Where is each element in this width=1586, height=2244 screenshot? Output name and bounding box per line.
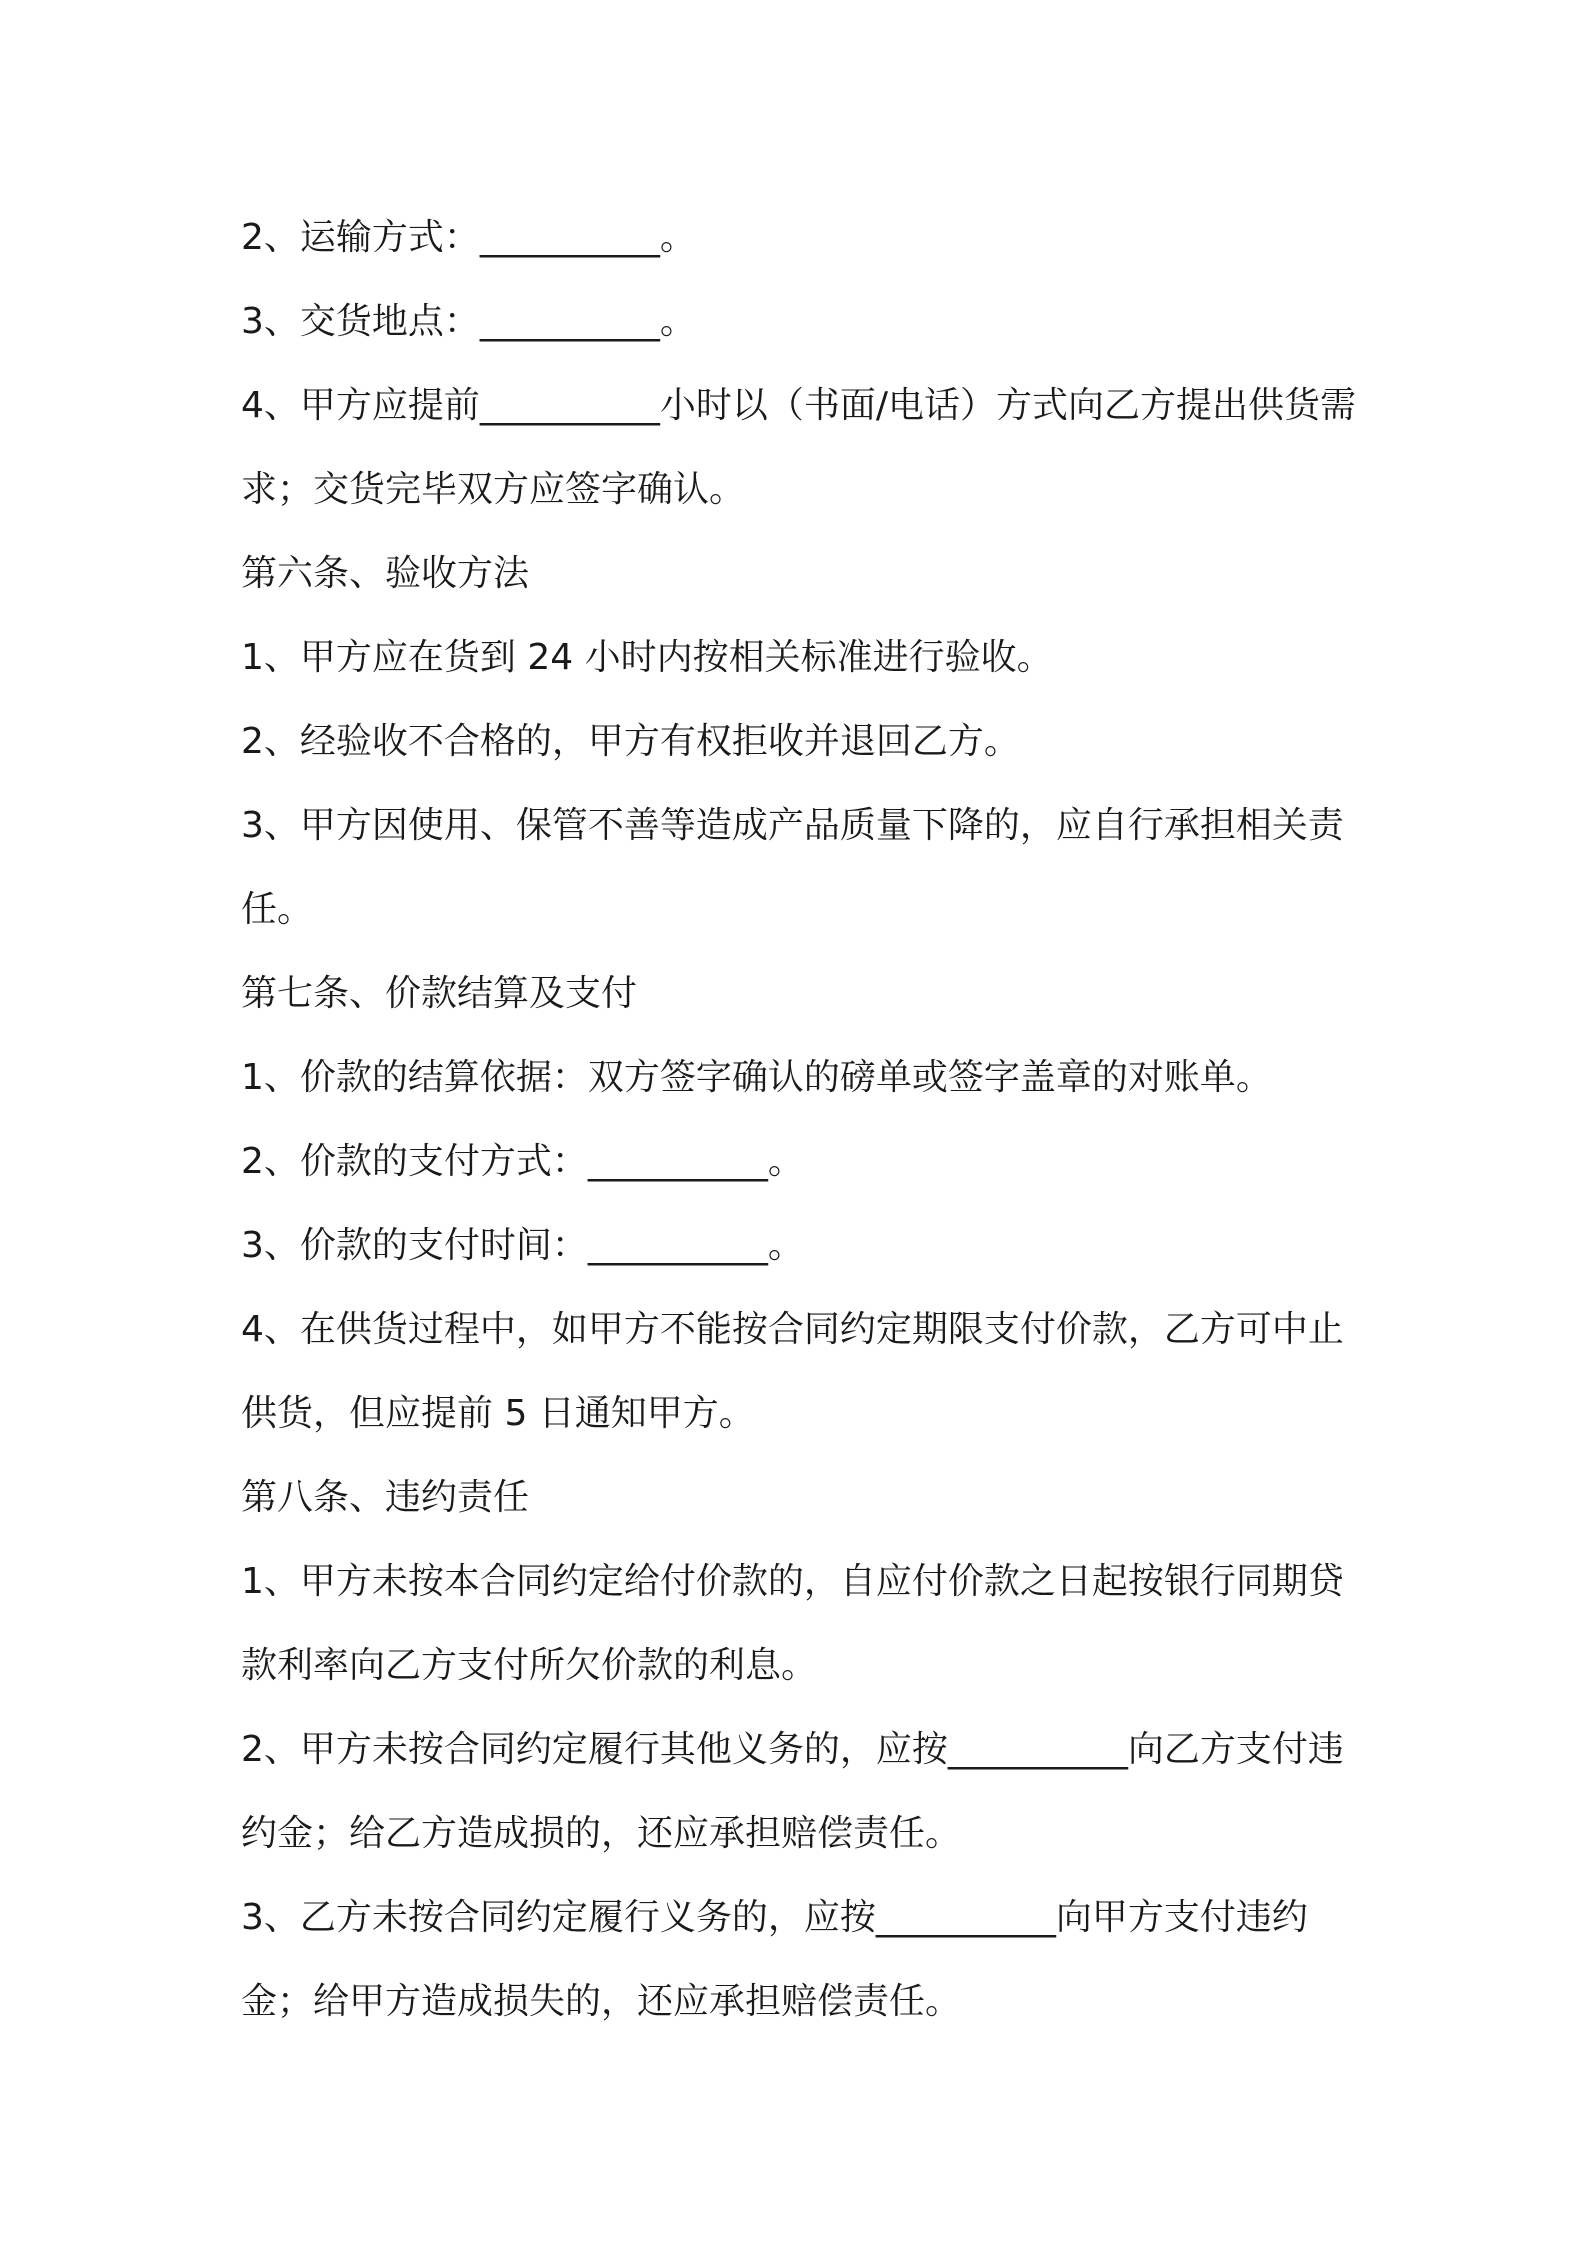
clause-inspection-timing: 1、甲方应在货到 24 小时内按相关标准进行验收。 bbox=[241, 637, 1053, 678]
clause-settlement-basis: 1、价款的结算依据：双方签字确认的磅单或签字盖章的对账单。 bbox=[241, 1057, 1272, 1098]
article-7-heading: 第七条、价款结算及支付 bbox=[241, 973, 638, 1014]
clause-late-payment-interest: 1、甲方未按本合同约定给付价款的，自应付价款之日起按银行同期贷款利率向乙方支付所欠价款的利息。 bbox=[241, 1561, 1344, 1686]
article-8-heading: 第八条、违约责任 bbox=[241, 1477, 530, 1518]
clause-party-a-penalty: 2、甲方未按合同约定履行其他义务的，应按__________向乙方支付违约金；给乙方造成损的，还应承担赔偿责任。 bbox=[241, 1729, 1344, 1854]
clause-improper-use-liability: 3、甲方因使用、保管不善等造成产品质量下降的，应自行承担相关责任。 bbox=[241, 805, 1344, 930]
clause-rejection-right: 2、经验收不合格的，甲方有权拒收并退回乙方。 bbox=[241, 721, 1020, 762]
clause-supply-suspension: 4、在供货过程中，如甲方不能按合同约定期限支付价款，乙方可中止供货，但应提前 5 日通知甲方。 bbox=[241, 1309, 1344, 1434]
clause-payment-method: 2、价款的支付方式：__________。 bbox=[241, 1141, 804, 1182]
clause-payment-time: 3、价款的支付时间：__________。 bbox=[241, 1225, 804, 1266]
clause-transport-method: 2、运输方式：__________。 bbox=[241, 217, 696, 258]
article-6-heading: 第六条、验收方法 bbox=[241, 553, 530, 594]
clause-party-b-penalty: 3、乙方未按合同约定履行义务的，应按__________向甲方支付违约金；给甲方造成损失的，还应承担赔偿责任。 bbox=[241, 1897, 1308, 2022]
clause-delivery-location: 3、交货地点：__________。 bbox=[241, 301, 696, 342]
clause-supply-request-notice: 4、甲方应提前__________小时以（书面/电话）方式向乙方提出供货需求；交货完毕双方应签字确认。 bbox=[241, 385, 1357, 510]
document-body bbox=[241, 196, 1361, 2044]
